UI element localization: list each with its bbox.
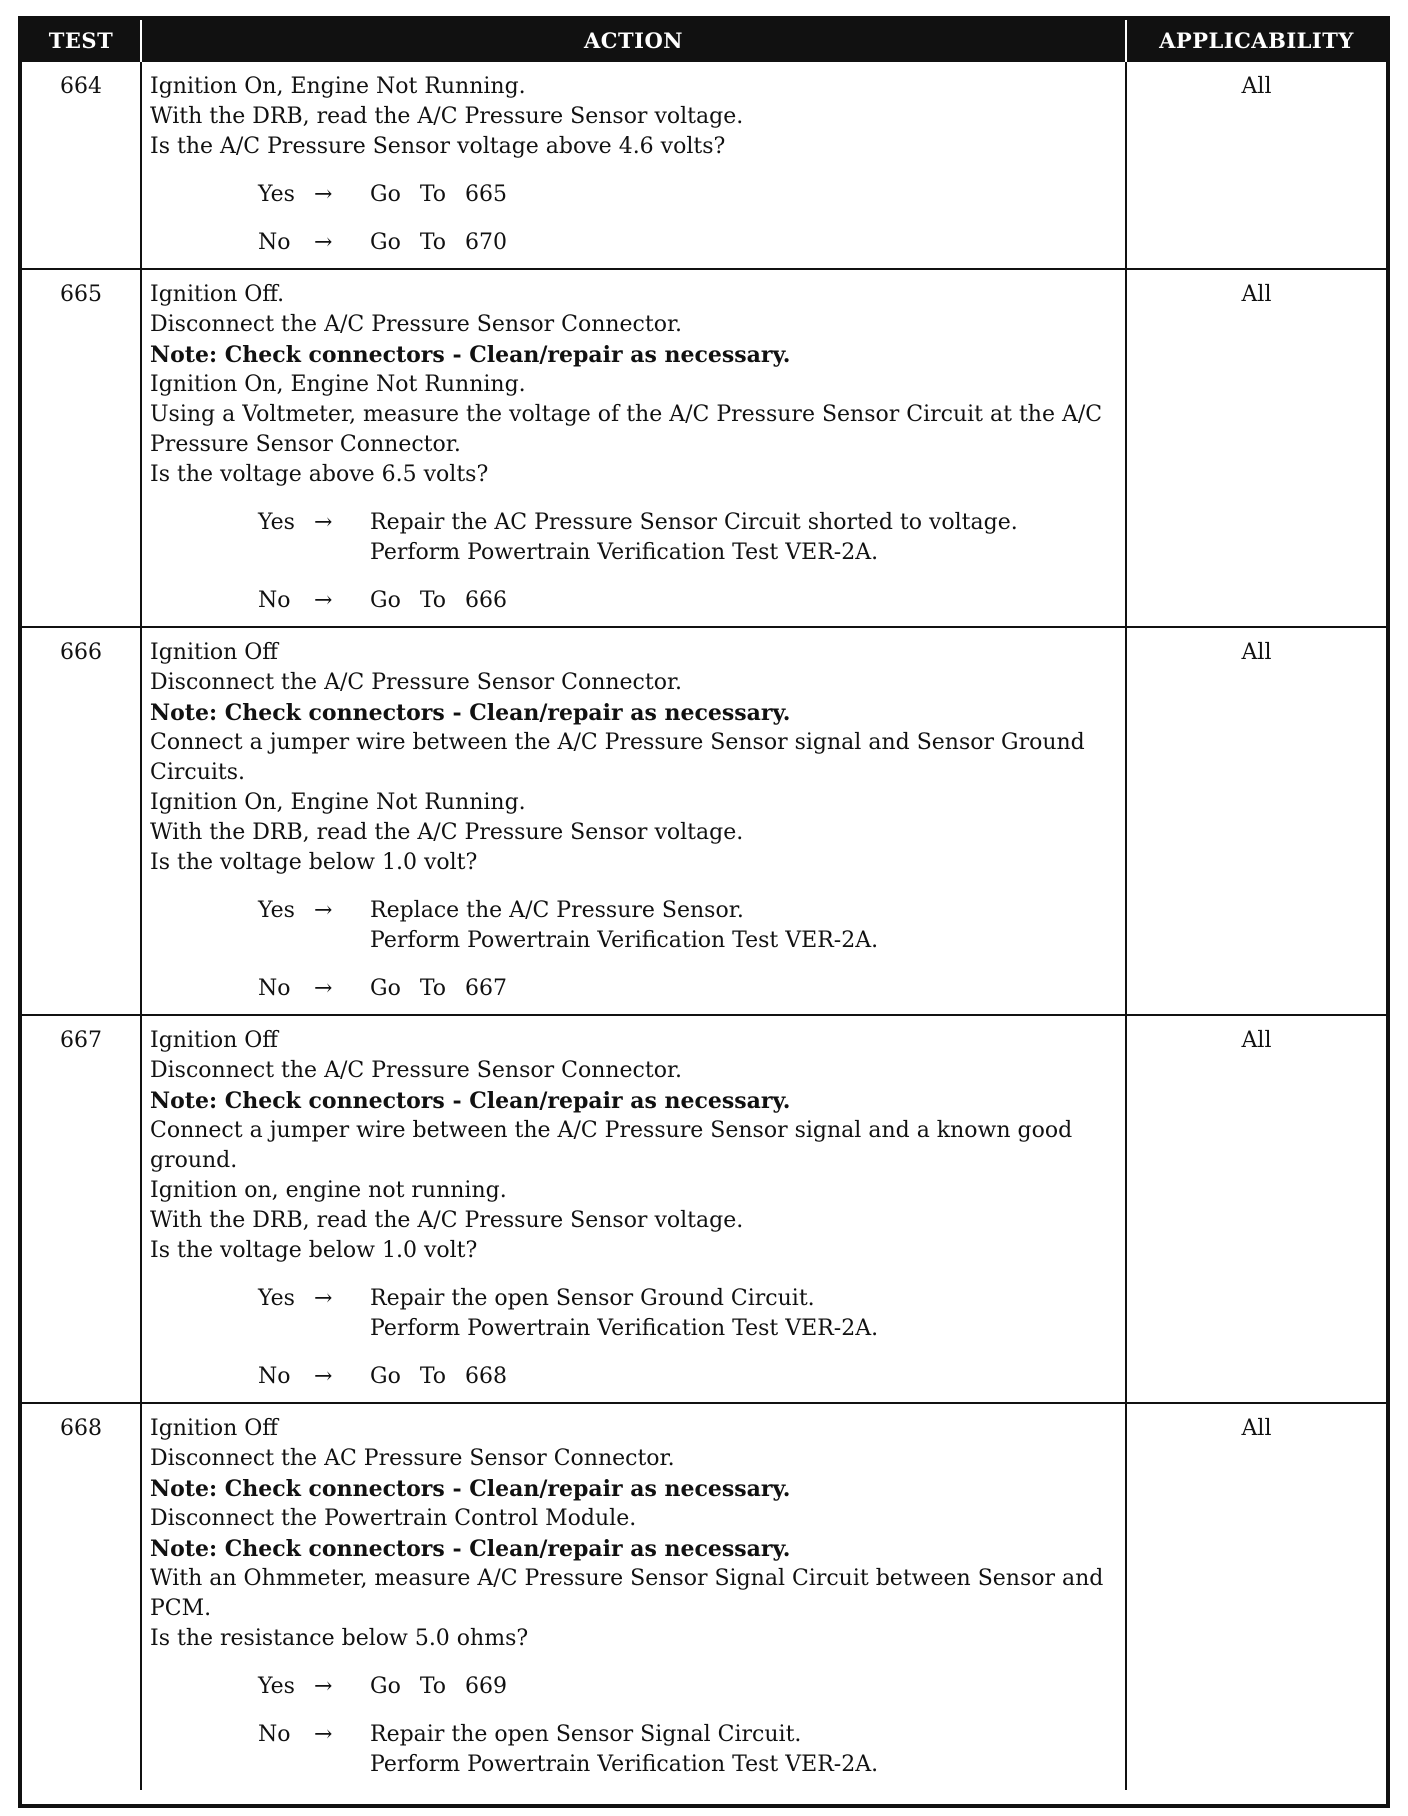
result-text: Perform Powertrain Verification Test VER-2A.: [370, 1752, 879, 1777]
arrow-right-icon: →: [314, 1286, 333, 1311]
action-step: Ignition On, Engine Not Running.: [150, 372, 526, 397]
goto-reference: Go To 666: [370, 588, 508, 613]
action-step: Connect a jumper wire between the A/C Pressure Sensor signal and Sensor Ground Circuits.: [150, 730, 1085, 785]
action-step: Using a Voltmeter, measure the voltage of the A/C Pressure Sensor Circuit at the A/C Pressure Sensor Connector.: [150, 402, 1103, 457]
answer-no-label: No: [258, 230, 291, 255]
result-text: Repair the AC Pressure Sensor Circuit shorted to voltage.: [370, 510, 1018, 535]
action-step: Disconnect the A/C Pressure Sensor Connector.: [150, 312, 683, 337]
action-step: Ignition On, Engine Not Running.: [150, 790, 526, 815]
action-step: Connect a jumper wire between the A/C Pressure Sensor signal and a known good ground.: [150, 1118, 1073, 1173]
table-row: [22, 1403, 1386, 1790]
outcome-yes: [258, 896, 1117, 956]
note-text: Note: Check connectors - Clean/repair as necessary.: [150, 342, 791, 368]
test-number: 668: [22, 1403, 141, 1790]
arrow-right-icon: →: [314, 588, 333, 613]
arrow-right-icon: →: [314, 1722, 333, 1747]
applicability-value: All: [1126, 269, 1386, 627]
action-step: Disconnect the A/C Pressure Sensor Connector.: [150, 1058, 683, 1083]
result-text: Perform Powertrain Verification Test VER-2A.: [370, 540, 879, 565]
outcome-yes-result: [370, 1284, 1117, 1344]
outcome-no-result: [370, 586, 1117, 616]
outcome-yes: [258, 1672, 1117, 1702]
goto-reference: Go To 670: [370, 230, 508, 255]
outcome-no: [258, 974, 1117, 1004]
result-text: Perform Powertrain Verification Test VER-2A.: [370, 928, 879, 953]
answer-yes-label: Yes: [258, 510, 295, 535]
action-step: With the DRB, read the A/C Pressure Sensor voltage.: [150, 1208, 744, 1233]
answer-no-label: No: [258, 588, 291, 613]
action-cell: [141, 269, 1126, 627]
action-step: Ignition Off: [150, 1416, 278, 1441]
answer-yes-label: Yes: [258, 1674, 295, 1699]
outcome-no: [258, 228, 1117, 258]
action-step: Ignition On, Engine Not Running.: [150, 74, 526, 99]
arrow-right-icon: →: [314, 1364, 333, 1389]
note-text: Note: Check connectors - Clean/repair as necessary.: [150, 1476, 791, 1502]
arrow-right-icon: →: [314, 1674, 333, 1699]
outcome-yes-result: [370, 180, 1117, 210]
table-row: [22, 269, 1386, 627]
header-test: TEST: [22, 20, 141, 61]
test-number: 664: [22, 61, 141, 269]
action-step: With the DRB, read the A/C Pressure Sensor voltage.: [150, 104, 744, 129]
diagnostic-test-table: [22, 20, 1386, 1790]
arrow-right-icon: →: [314, 898, 333, 923]
outcome-no-result: [370, 1362, 1117, 1392]
table-body: [22, 61, 1386, 1790]
action-step: Is the voltage above 6.5 volts?: [150, 462, 489, 487]
table-row: [22, 1015, 1386, 1403]
action-step: Ignition Off: [150, 1028, 278, 1053]
action-cell: [141, 1403, 1126, 1790]
table-header-row: [22, 20, 1386, 61]
answer-yes-label: Yes: [258, 1286, 295, 1311]
applicability-value: All: [1126, 1015, 1386, 1403]
note-text: Note: Check connectors - Clean/repair as necessary.: [150, 1088, 791, 1114]
action-step: Ignition Off.: [150, 282, 285, 307]
applicability-value: All: [1126, 627, 1386, 1015]
answer-yes-label: Yes: [258, 182, 295, 207]
test-number: 665: [22, 269, 141, 627]
goto-reference: Go To 665: [370, 182, 508, 207]
goto-reference: Go To 669: [370, 1674, 508, 1699]
applicability-value: All: [1126, 1403, 1386, 1790]
action-step: Is the voltage below 1.0 volt?: [150, 850, 478, 875]
action-step: Ignition Off: [150, 640, 278, 665]
action-step: Disconnect the AC Pressure Sensor Connector.: [150, 1446, 675, 1471]
action-cell: [141, 627, 1126, 1015]
answer-no-label: No: [258, 1722, 291, 1747]
header-action: ACTION: [141, 20, 1126, 61]
table-row: [22, 61, 1386, 269]
action-cell: [141, 61, 1126, 269]
note-text: Note: Check connectors - Clean/repair as necessary.: [150, 1536, 791, 1562]
outcome-no-result: [370, 228, 1117, 258]
action-step: With an Ohmmeter, measure A/C Pressure Sensor Signal Circuit between Sensor and PCM.: [150, 1566, 1104, 1621]
arrow-right-icon: →: [314, 976, 333, 1001]
action-step: With the DRB, read the A/C Pressure Sensor voltage.: [150, 820, 744, 845]
applicability-value: All: [1126, 61, 1386, 269]
result-text: Replace the A/C Pressure Sensor.: [370, 898, 744, 923]
answer-no-label: No: [258, 976, 291, 1001]
action-step: Is the voltage below 1.0 volt?: [150, 1238, 478, 1263]
answer-no-label: No: [258, 1364, 291, 1389]
action-step: Ignition on, engine not running.: [150, 1178, 507, 1203]
action-step: Disconnect the A/C Pressure Sensor Connector.: [150, 670, 683, 695]
arrow-right-icon: →: [314, 230, 333, 255]
action-step: Is the resistance below 5.0 ohms?: [150, 1626, 529, 1651]
outcome-yes: [258, 508, 1117, 568]
outcome-yes-result: [370, 896, 1117, 956]
action-step: Is the A/C Pressure Sensor voltage above 4.6 volts?: [150, 134, 726, 159]
header-applicability: APPLICABILITY: [1126, 20, 1386, 61]
note-text: Note: Check connectors - Clean/repair as necessary.: [150, 700, 791, 726]
test-number: 666: [22, 627, 141, 1015]
outcome-yes-result: [370, 1672, 1117, 1702]
outcome-yes-result: [370, 508, 1117, 568]
answer-yes-label: Yes: [258, 898, 295, 923]
outcome-no: [258, 1362, 1117, 1392]
diagnostic-test-table-frame: [18, 16, 1390, 1808]
outcome-no: [258, 1720, 1117, 1780]
outcome-no-result: [370, 974, 1117, 1004]
action-step: Disconnect the Powertrain Control Module.: [150, 1506, 637, 1531]
goto-reference: Go To 667: [370, 976, 508, 1001]
arrow-right-icon: →: [314, 182, 333, 207]
arrow-right-icon: →: [314, 510, 333, 535]
goto-reference: Go To 668: [370, 1364, 508, 1389]
outcome-yes: [258, 180, 1117, 210]
table-row: [22, 627, 1386, 1015]
action-cell: [141, 1015, 1126, 1403]
outcome-yes: [258, 1284, 1117, 1344]
result-text: Repair the open Sensor Signal Circuit.: [370, 1722, 802, 1747]
outcome-no-result: [370, 1720, 1117, 1780]
test-number: 667: [22, 1015, 141, 1403]
outcome-no: [258, 586, 1117, 616]
result-text: Perform Powertrain Verification Test VER-2A.: [370, 1316, 879, 1341]
result-text: Repair the open Sensor Ground Circuit.: [370, 1286, 815, 1311]
